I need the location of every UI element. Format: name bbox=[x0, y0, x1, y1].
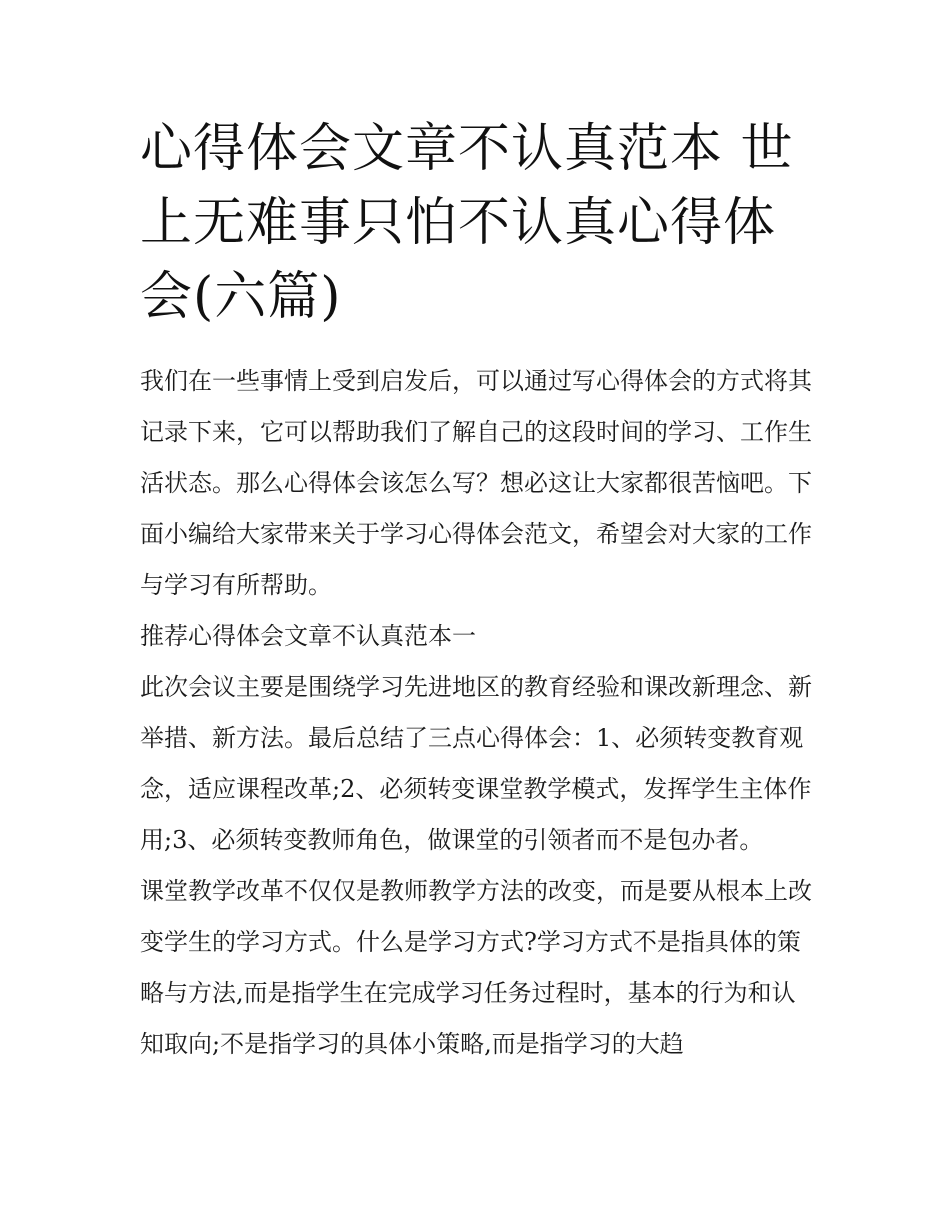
section-heading: 推荐心得体会文章不认真范本一 bbox=[140, 622, 476, 650]
body-paragraph-1: 此次会议主要是围绕学习先进地区的教育经验和课改新理念、新举措、新方法。最后总结了三点心得体会：1、必须转变教育观念，适应课程改革;2、必须转变课堂教学模式，发挥学生主体作用;3、必须转变教师角色，做课堂的引领者而不是包办者。 bbox=[140, 673, 812, 854]
document-body bbox=[140, 356, 815, 1070]
intro-paragraph: 我们在一些事情上受到启发后，可以通过写心得体会的方式将其记录下来，它可以帮助我们了解自己的这段时间的学习、工作生活状态。那么心得体会该怎么写？想必这让大家都很苦恼吧。下面小编给大家带来关于学习心得体会范文，希望会对大家的工作与学习有所帮助。 bbox=[140, 367, 812, 599]
document-title: 心得体会文章不认真范本 世上无难事只怕不认真心得体会(六篇) bbox=[140, 119, 794, 327]
document-page bbox=[140, 112, 815, 1070]
body-paragraph-2: 课堂教学改革不仅仅是教师教学方法的改变，而是要从根本上改变学生的学习方式。什么是学习方式?学习方式不是指具体的策略与方法,而是指学生在完成学习任务过程时，基本的行为和认知取向;不是指学习的具体小策略,而是指学习的大趋 bbox=[140, 877, 812, 1058]
